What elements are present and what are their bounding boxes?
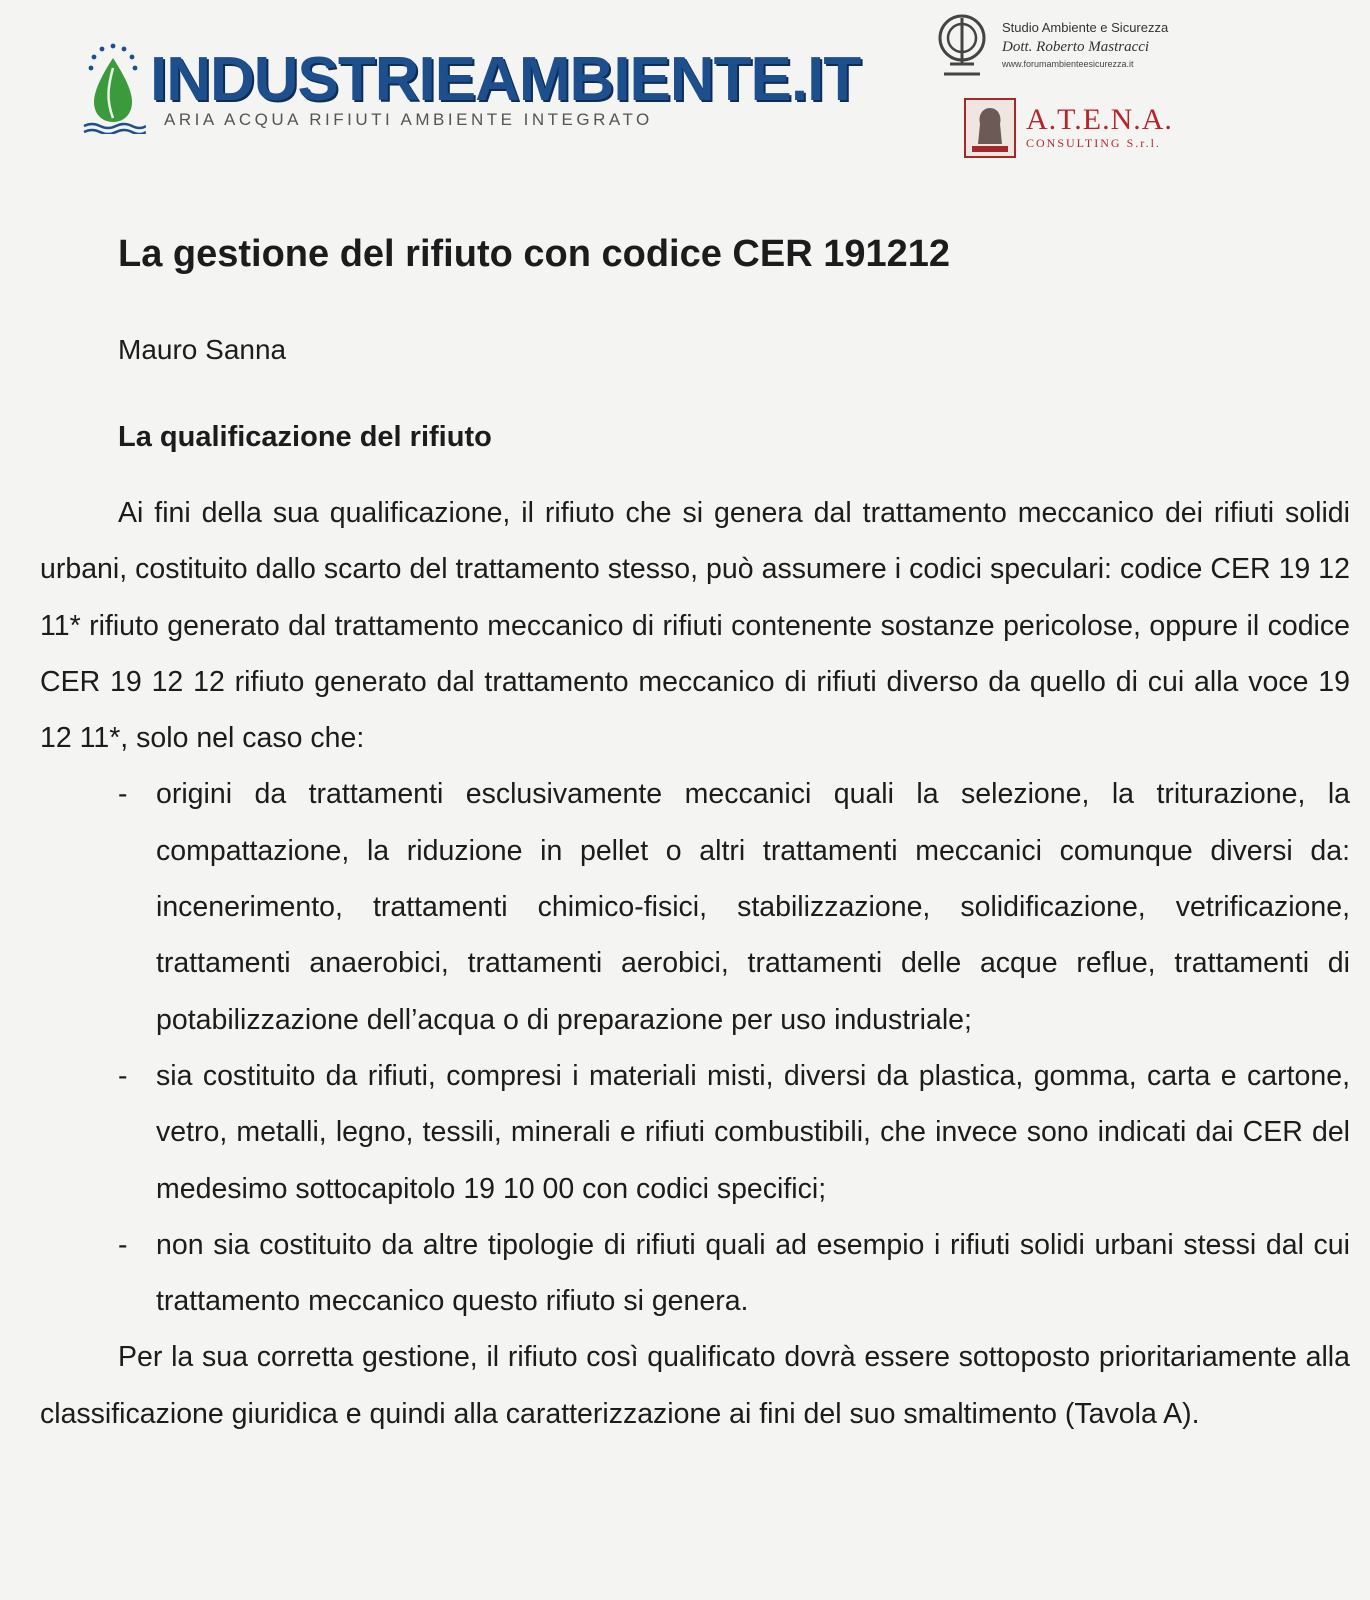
list-item xyxy=(40,1217,1350,1330)
leaf-drop-icon xyxy=(80,38,146,134)
document-header xyxy=(0,0,1370,180)
studio-name: Studio Ambiente e Sicurezza xyxy=(1002,20,1169,35)
list-item-text: non sia costituito da altre tipologie di rifiuti quali ad esempio i rifiuti solidi urbani stessi dal cui trattamento meccanico questo rifiuto si genera. xyxy=(156,1228,1350,1318)
studio-owner: Dott. Roberto Mastracci xyxy=(1002,39,1150,55)
closing-paragraph: Per la sua corretta gestione, il rifiuto così qualificato dovrà essere sottoposto prioritariamente alla classificazione giuridica e quindi alla caratterizzazione ai fini del suo smaltimento (Tavola A). xyxy=(40,1341,1350,1430)
industrieambiente-logo xyxy=(80,38,910,138)
studio-text-block xyxy=(1002,20,1202,70)
section-content xyxy=(40,485,1350,1442)
studio-emblem-icon xyxy=(932,12,994,80)
atena-logo xyxy=(964,98,1204,160)
list-item-text: origini da trattamenti esclusivamente meccanici quali la selezione, la triturazione, la compattazione, la riduzione in pellet o altri trattamenti meccanici comunque diversi da: incenerimento, trattamenti chimico-fisici, stabilizzazione, solidificazione, vetrificazione, trattamenti anaerobici, trattamenti aerobici, trattamenti delle acque reflue, trattamenti di potabilizzazione dell’acqua o di preparazione per uso industriale; xyxy=(156,778,1350,1036)
list-bullet: - xyxy=(118,1228,128,1261)
section-title: La qualificazione del rifiuto xyxy=(118,421,492,453)
atena-subtitle: CONSULTING S.r.l. xyxy=(1026,136,1161,150)
brand-subtitle: ARIA ACQUA RIFIUTI AMBIENTE INTEGRATO xyxy=(164,110,653,129)
studio-website: www.forumambienteesicurezza.it xyxy=(1002,59,1134,69)
intro-paragraph: Ai fini della sua qualificazione, il rifiuto che si genera dal trattamento meccanico dei rifiuti solidi urbani, costituito dallo scarto del trattamento stesso, può assumere i codici speculari: codice CER 19 12 11* rifiuto generato dal trattamento meccanico di rifiuti contenente sostanze pericolose, oppure il codice CER 19 12 12 rifiuto generato dal trattamento meccanico di rifiuti diverso da quello di cui alla voce 19 12 11*, solo nel caso che: xyxy=(40,497,1350,755)
document-author: Mauro Sanna xyxy=(118,334,287,365)
studio-ambiente-logo xyxy=(932,12,1202,84)
list-item xyxy=(40,1048,1350,1217)
brand-title: INDUSTRIEAMBIENTE.IT xyxy=(150,45,861,114)
list-item-text: sia costituito da rifiuti, compresi i materiali misti, diversi da plastica, gomma, carta e cartone, vetro, metalli, legno, tessili, minerali e rifiuti combustibili, che invece sono indicati dai CER del medesimo sottocapitolo 19 10 00 con codici specifici; xyxy=(156,1059,1350,1205)
list-bullet: - xyxy=(118,1059,128,1092)
list-bullet: - xyxy=(118,778,128,811)
atena-name: A.T.E.N.A. xyxy=(1026,103,1173,136)
conditions-list xyxy=(40,766,1350,1329)
atena-emblem-icon xyxy=(964,98,1016,158)
list-item xyxy=(40,766,1350,1047)
document-title: La gestione del rifiuto con codice CER 191212 xyxy=(118,233,951,275)
